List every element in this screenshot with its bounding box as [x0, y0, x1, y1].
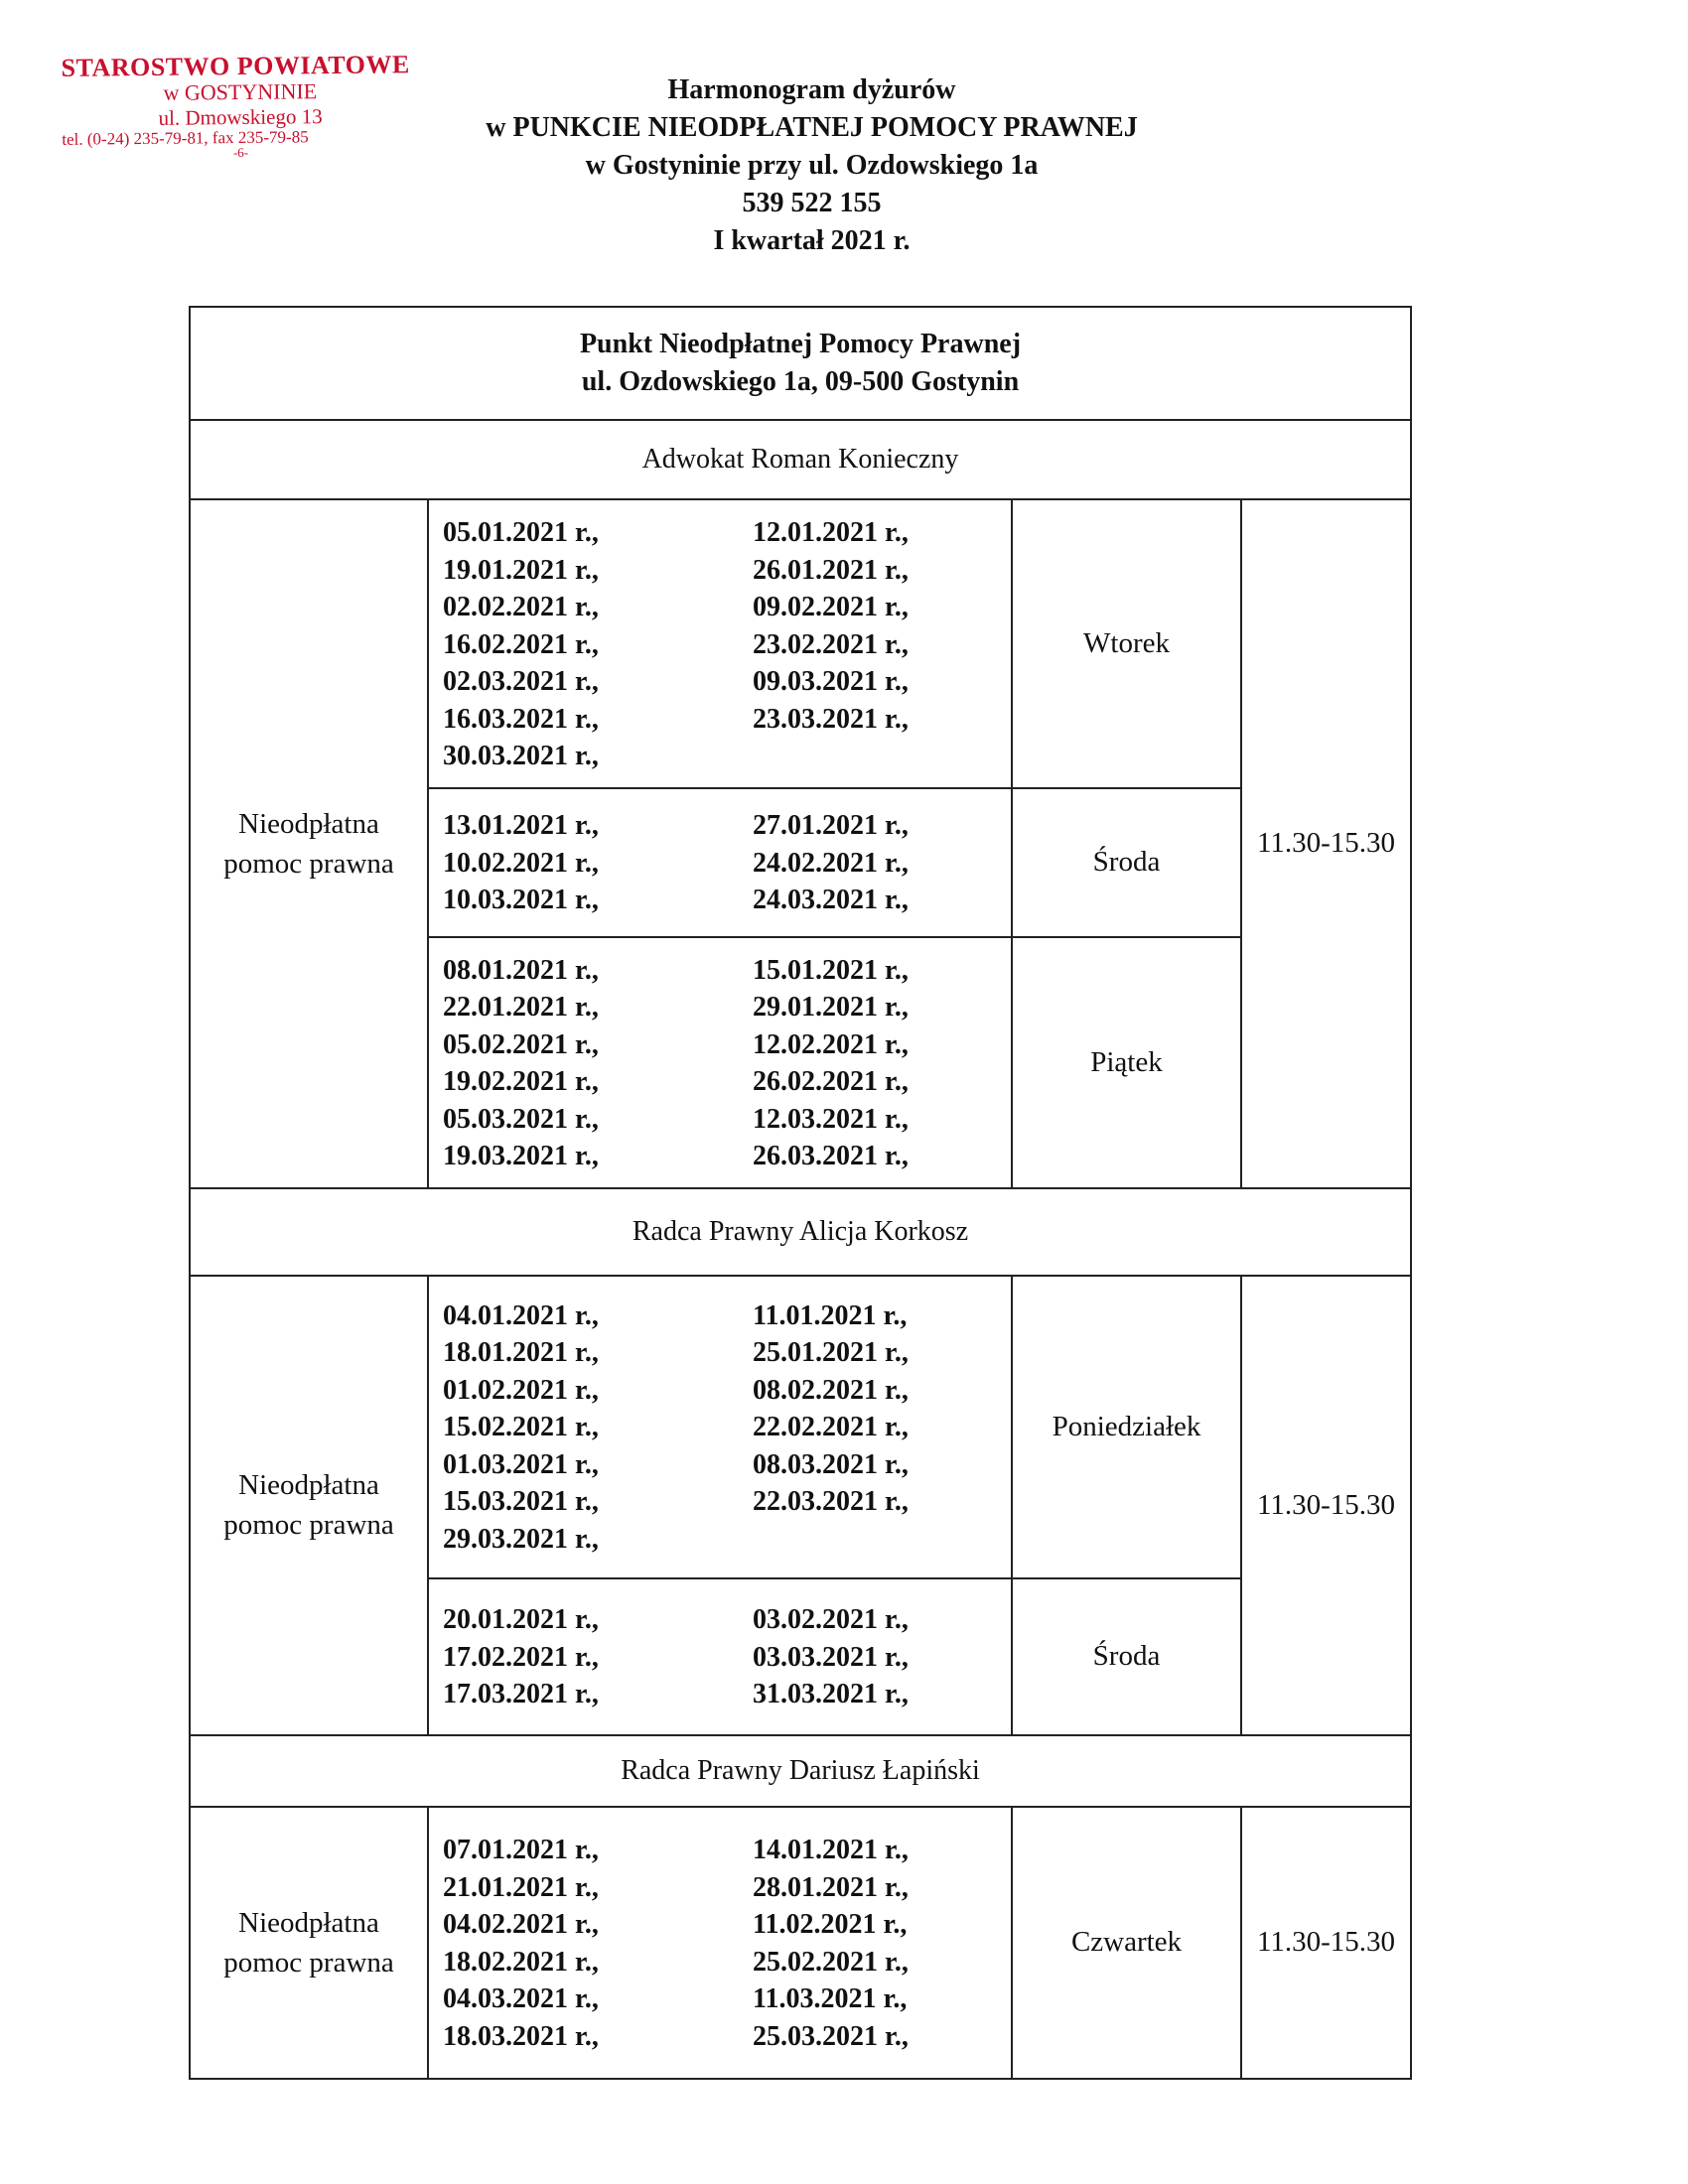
duty-date: 22.02.2021 r., [753, 1412, 909, 1443]
schedule-table [189, 306, 1412, 2080]
duty-date: 25.01.2021 r., [753, 1337, 909, 1369]
service-label-line: pomoc prawna [223, 847, 394, 880]
duty-date: 17.02.2021 r., [443, 1641, 599, 1673]
dates-cell [428, 499, 1012, 788]
header-line-2: w PUNKCIE NIEODPŁATNEJ POMOCY PRAWNEJ [486, 112, 1138, 143]
duty-date: 02.02.2021 r., [443, 592, 599, 622]
duty-date: 15.03.2021 r., [443, 1486, 599, 1518]
service-label-line: Nieodpłatna [238, 1906, 379, 1939]
duty-date: 22.03.2021 r., [753, 1486, 909, 1518]
duty-date: 19.02.2021 r., [443, 1066, 599, 1097]
duty-date: 11.02.2021 r., [753, 1909, 908, 1940]
duty-date: 10.02.2021 r., [443, 847, 599, 879]
duty-date: 26.02.2021 r., [753, 1066, 909, 1097]
duty-date: 03.02.2021 r., [753, 1604, 909, 1636]
hours-cell: 11.30-15.30 [1241, 499, 1411, 1188]
duty-date: 17.03.2021 r., [443, 1679, 599, 1710]
service-label [190, 499, 428, 1188]
duty-date: 28.01.2021 r., [753, 1871, 909, 1903]
header-quarter: I kwartał 2021 r. [713, 225, 911, 256]
duty-date: 11.01.2021 r., [753, 1299, 908, 1331]
duty-date: 26.01.2021 r., [753, 554, 909, 586]
table-row [190, 1807, 1411, 2079]
duty-date: 05.02.2021 r., [443, 1028, 599, 1060]
dates-cell [428, 1276, 1012, 1578]
service-label-line: Nieodpłatna [238, 1469, 379, 1501]
duty-date: 24.03.2021 r., [753, 885, 909, 916]
hours-cell: 11.30-15.30 [1241, 1807, 1411, 2079]
duty-date: 13.01.2021 r., [443, 810, 599, 842]
section-header-row [190, 420, 1411, 499]
hours-cell: 11.30-15.30 [1241, 1276, 1411, 1735]
dates-list [429, 1284, 1011, 1570]
table-row [190, 499, 1411, 788]
dates-list [429, 1587, 1011, 1725]
section-header-row [190, 1735, 1411, 1807]
duty-date: 19.03.2021 r., [443, 1141, 599, 1171]
header-line-3: w Gostyninie przy ul. Ozdowskiego 1a [585, 150, 1039, 181]
duty-date: 04.02.2021 r., [443, 1909, 599, 1940]
duty-date: 20.01.2021 r., [443, 1604, 599, 1636]
duty-date: 18.02.2021 r., [443, 1946, 599, 1978]
weekday-cell: Czwartek [1012, 1807, 1241, 2079]
dates-cell [428, 1807, 1012, 2079]
duty-date: 31.03.2021 r., [753, 1679, 909, 1710]
duty-date: 10.03.2021 r., [443, 885, 599, 916]
document-header [397, 71, 1226, 260]
duty-date: 15.01.2021 r., [753, 954, 909, 986]
header-title: Harmonogram dyżurów [667, 74, 956, 105]
duty-date: 09.03.2021 r., [753, 666, 909, 697]
stamp-line-3: ul. Dmowskiego 13 [158, 104, 323, 130]
weekday-cell: Poniedziałek [1012, 1276, 1241, 1578]
duty-date: 15.02.2021 r., [443, 1412, 599, 1443]
duty-date: 05.03.2021 r., [443, 1103, 599, 1135]
duty-date: 29.01.2021 r., [753, 992, 909, 1023]
duty-date: 25.03.2021 r., [753, 2020, 909, 2052]
duty-date: 14.01.2021 r., [753, 1835, 909, 1865]
weekday-cell: Wtorek [1012, 499, 1241, 788]
stamp-line-1: STAROSTWO POWIATOWE [61, 50, 410, 82]
service-label-line: pomoc prawna [223, 1946, 394, 1979]
duty-date: 19.01.2021 r., [443, 554, 599, 586]
section-header-row [190, 1188, 1411, 1276]
dates-list [429, 1818, 1011, 2067]
duty-date: 29.03.2021 r., [443, 1523, 599, 1555]
duty-date: 27.01.2021 r., [753, 810, 909, 842]
duty-date: 16.03.2021 r., [443, 703, 599, 735]
duty-date: 04.03.2021 r., [443, 1983, 599, 2014]
duty-date: 01.03.2021 r., [443, 1448, 599, 1480]
duty-date: 03.03.2021 r., [753, 1641, 909, 1673]
duty-date: 12.01.2021 r., [753, 517, 909, 548]
dates-list [429, 500, 1011, 787]
lawyer-name: Radca Prawny Alicja Korkosz [190, 1188, 1411, 1276]
duty-date: 04.01.2021 r., [443, 1299, 599, 1331]
table-title-line-1: Punkt Nieodpłatnej Pomocy Prawnej [579, 329, 1022, 359]
duty-date: 05.01.2021 r., [443, 517, 599, 548]
duty-date: 18.03.2021 r., [443, 2020, 599, 2052]
weekday-cell: Środa [1012, 788, 1241, 937]
duty-date: 02.03.2021 r., [443, 666, 599, 697]
duty-date: 26.03.2021 r., [753, 1141, 909, 1171]
duty-date: 16.02.2021 r., [443, 628, 599, 660]
dates-list [429, 938, 1011, 1187]
duty-date: 09.02.2021 r., [753, 592, 909, 622]
duty-date: 12.03.2021 r., [753, 1103, 909, 1135]
dates-list [429, 793, 1011, 931]
table-title-line-2: ul. Ozdowskiego 1a, 09-500 Gostynin [581, 366, 1020, 397]
table-title-cell [190, 307, 1411, 420]
duty-date: 18.01.2021 r., [443, 1337, 599, 1369]
dates-cell [428, 937, 1012, 1188]
duty-date: 07.01.2021 r., [443, 1835, 599, 1865]
table-row [190, 1276, 1411, 1578]
dates-cell [428, 1578, 1012, 1735]
stamp-line-4: tel. (0-24) 235-79-81, fax 235-79-85 [62, 127, 309, 149]
service-label [190, 1276, 428, 1735]
dates-cell [428, 788, 1012, 937]
duty-date: 25.02.2021 r., [753, 1946, 909, 1978]
duty-date: 23.03.2021 r., [753, 703, 909, 735]
duty-date: 11.03.2021 r., [753, 1983, 908, 2014]
duty-date: 22.01.2021 r., [443, 992, 599, 1023]
duty-date: 01.02.2021 r., [443, 1374, 599, 1406]
lawyer-name: Radca Prawny Dariusz Łapiński [190, 1735, 1411, 1807]
duty-date: 08.01.2021 r., [443, 954, 599, 986]
duty-date: 08.02.2021 r., [753, 1374, 909, 1406]
stamp-line-2: w GOSTYNINIE [163, 78, 318, 105]
lawyer-name: Adwokat Roman Konieczny [190, 420, 1411, 499]
duty-date: 12.02.2021 r., [753, 1028, 909, 1060]
stamp-line-5: -6- [232, 144, 249, 161]
header-phone: 539 522 155 [742, 188, 882, 218]
service-label-line: Nieodpłatna [238, 807, 379, 840]
weekday-cell: Piątek [1012, 937, 1241, 1188]
service-label-line: pomoc prawna [223, 1509, 394, 1541]
service-label [190, 1807, 428, 2079]
duty-date: 08.03.2021 r., [753, 1448, 909, 1480]
duty-date: 30.03.2021 r., [443, 741, 599, 771]
table-title-row [190, 307, 1411, 420]
duty-date: 21.01.2021 r., [443, 1871, 599, 1903]
duty-date: 23.02.2021 r., [753, 628, 909, 660]
weekday-cell: Środa [1012, 1578, 1241, 1735]
duty-date: 24.02.2021 r., [753, 847, 909, 879]
office-stamp [61, 50, 419, 163]
